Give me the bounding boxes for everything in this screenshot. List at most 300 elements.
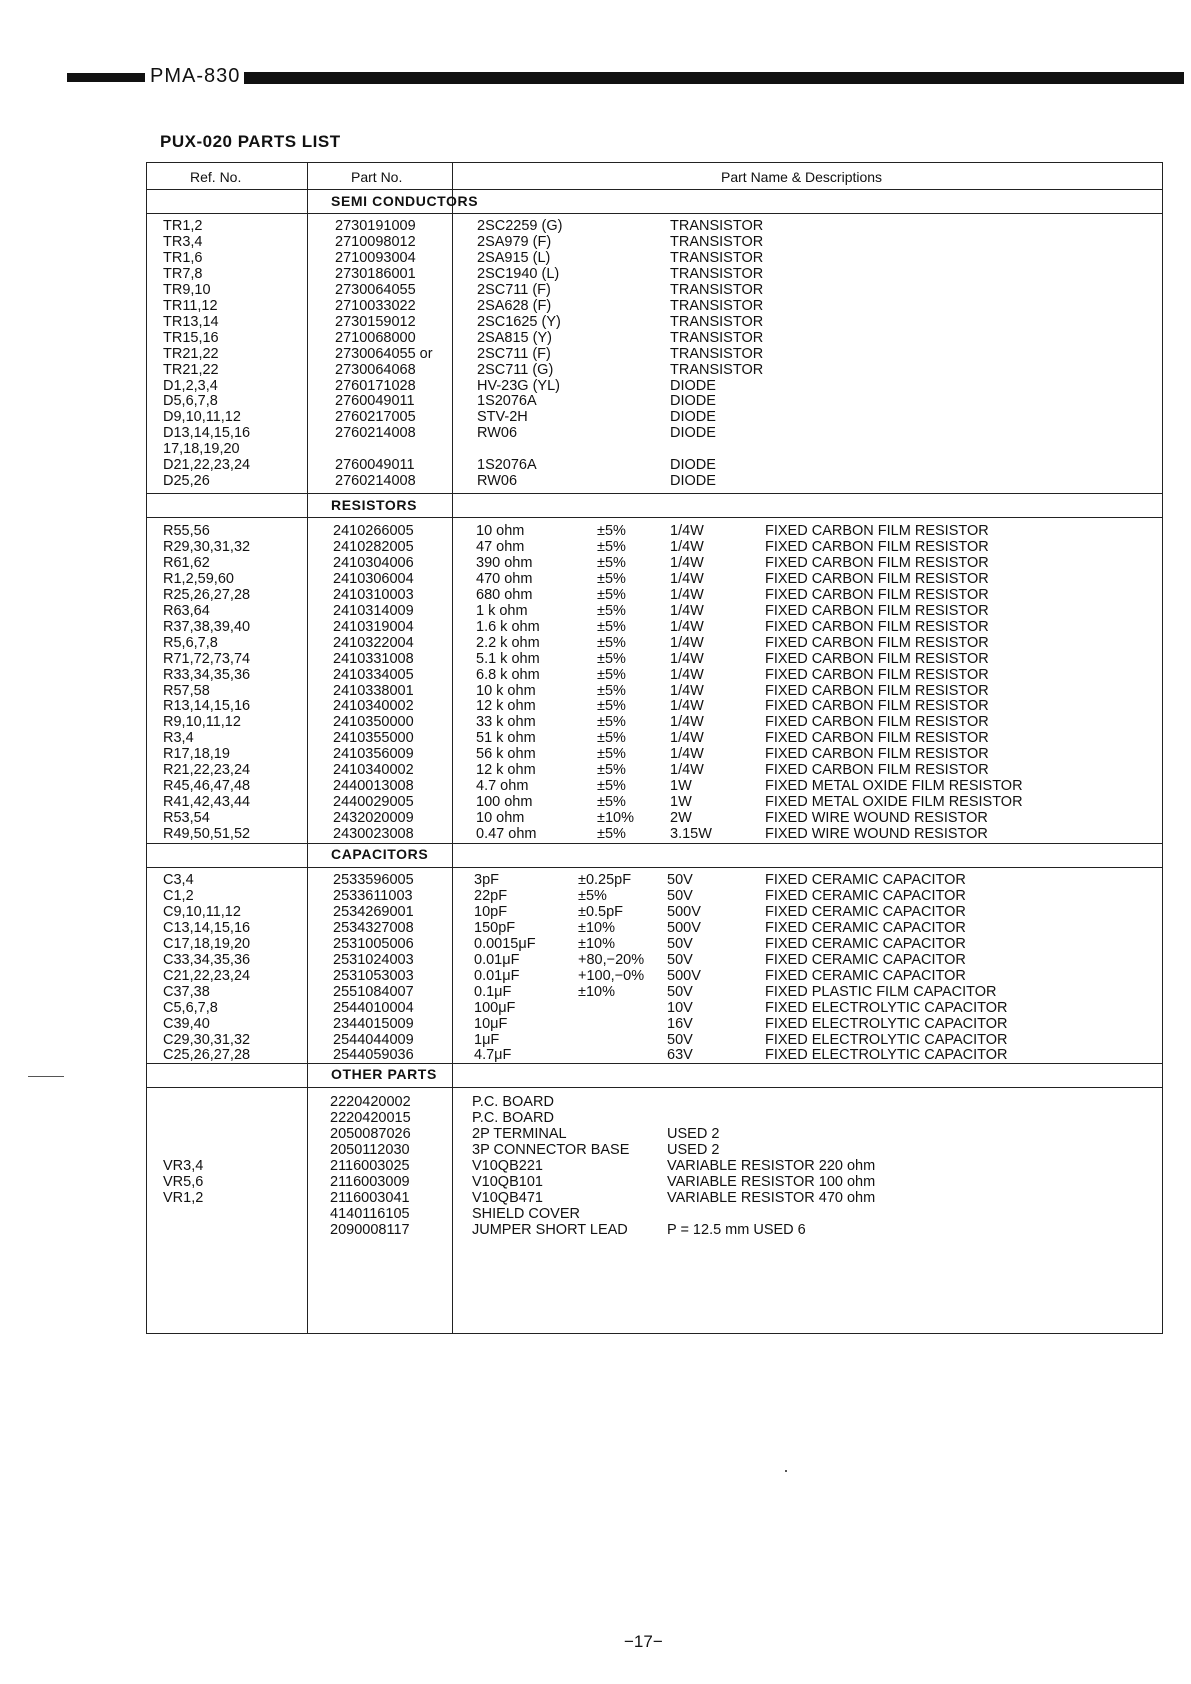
part-description: FIXED WIRE WOUND RESISTOR [765, 826, 988, 843]
part-no: 2760049011 [335, 457, 415, 474]
ref-no: C17,18,19,20 [163, 935, 251, 952]
ref-no: R53,54 [163, 810, 210, 827]
part-name: 2SC2259 (G) [477, 218, 563, 234]
part-name: RW06 [477, 425, 518, 442]
part-name: 2SA979 (F) [477, 233, 552, 250]
power-rating: 1/4W [670, 602, 704, 619]
power-rating: 3.15W [670, 826, 712, 843]
part-name: 2SC711 (F) [477, 345, 551, 362]
part-description: TRANSISTOR [670, 218, 764, 234]
ref-no: C33,34,35,36 [163, 951, 251, 968]
part-description: USED 2 [667, 1141, 720, 1158]
ref-no: D5,6,7,8 [163, 393, 218, 410]
power-rating: 2W [670, 810, 692, 827]
power-rating: 1/4W [670, 762, 704, 779]
part-no: 2116003025 [330, 1157, 410, 1174]
power-rating: 1/4W [670, 538, 704, 555]
part-name: V10QB101 [472, 1173, 543, 1190]
resistance-value: 1.6 k ohm [476, 618, 540, 635]
part-no: 2410314009 [333, 602, 414, 619]
part-description: FIXED CARBON FILM RESISTOR [765, 586, 989, 603]
part-description: DIODE [670, 409, 716, 426]
part-name: 3P CONNECTOR BASE [472, 1141, 630, 1158]
section-label-other-parts: OTHER PARTS [331, 1066, 437, 1082]
ref-no: TR21,22 [163, 361, 219, 378]
part-no: 2533611003 [333, 887, 413, 904]
part-description: FIXED CARBON FILM RESISTOR [765, 554, 989, 571]
voltage-rating: 16V [667, 1015, 693, 1032]
power-rating: 1/4W [670, 554, 704, 571]
tolerance: ±5% [597, 634, 626, 651]
ref-no: 17,18,19,20 [163, 441, 240, 458]
part-description: FIXED METAL OXIDE FILM RESISTOR [765, 794, 1023, 811]
part-description: TRANSISTOR [670, 297, 764, 314]
part-no: 2710033022 [335, 297, 416, 314]
part-no: 2440029005 [333, 794, 414, 811]
part-description: TRANSISTOR [670, 361, 764, 378]
part-no: 2410340002 [333, 762, 414, 779]
voltage-rating: 500V [667, 903, 701, 920]
part-description: FIXED CERAMIC CAPACITOR [765, 935, 966, 952]
part-description: DIODE [670, 425, 716, 442]
part-no: 2410282005 [333, 538, 414, 555]
ref-no: R57,58 [163, 682, 210, 699]
part-description: FIXED CARBON FILM RESISTOR [765, 634, 989, 651]
ref-no: R13,14,15,16 [163, 698, 251, 715]
section-divider [147, 843, 1162, 844]
part-name: 2SC711 (F) [477, 281, 551, 298]
part-description: FIXED CARBON FILM RESISTOR [765, 666, 989, 683]
resistance-value: 10 k ohm [476, 682, 536, 699]
tolerance: ±10% [597, 810, 634, 827]
ref-no: TR3,4 [163, 233, 203, 250]
part-description: FIXED CARBON FILM RESISTOR [765, 682, 989, 699]
section-divider [147, 517, 1162, 518]
section-divider [147, 1087, 1162, 1088]
part-name: RW06 [477, 473, 518, 490]
ref-no: C9,10,11,12 [163, 903, 241, 920]
part-no: 2533596005 [333, 872, 414, 888]
resistance-value: 470 ohm [476, 570, 533, 587]
capacitance-value: 150pF [474, 919, 516, 936]
voltage-rating: 500V [667, 967, 701, 984]
ref-no: R17,18,19 [163, 746, 230, 763]
part-no: 2534327008 [333, 919, 414, 936]
part-no: 2710068000 [335, 329, 416, 346]
part-description: VARIABLE RESISTOR 470 ohm [667, 1189, 876, 1206]
ref-no: TR11,12 [163, 297, 218, 314]
ref-no: D13,14,15,16 [163, 425, 251, 442]
part-name: P.C. BOARD [472, 1094, 554, 1110]
part-no: 2531024003 [333, 951, 414, 968]
tolerance: ±5% [597, 666, 626, 683]
ref-no: TR13,14 [163, 313, 219, 330]
part-description: FIXED CARBON FILM RESISTOR [765, 746, 989, 763]
ref-no: D1,2,3,4 [163, 377, 218, 394]
part-description: VARIABLE RESISTOR 220 ohm [667, 1157, 876, 1174]
part-name: 2SA628 (F) [477, 297, 552, 314]
capacitance-value: 1μF [474, 1031, 500, 1048]
part-description: TRANSISTOR [670, 265, 764, 282]
ref-no: D9,10,11,12 [163, 409, 241, 426]
part-no: 2730186001 [335, 265, 416, 282]
part-description: VARIABLE RESISTOR 100 ohm [667, 1173, 876, 1190]
part-no: 2440013008 [333, 778, 414, 795]
ref-no: D25,26 [163, 473, 210, 490]
tolerance: ±0.5pF [578, 903, 624, 920]
power-rating: 1W [670, 778, 692, 795]
resistance-value: 5.1 k ohm [476, 650, 540, 667]
part-no: 2730064068 [335, 361, 416, 378]
part-description: FIXED ELECTROLYTIC CAPACITOR [765, 1015, 1008, 1032]
power-rating: 1/4W [670, 586, 704, 603]
ref-no: VR1,2 [163, 1189, 204, 1206]
part-name: JUMPER SHORT LEAD [472, 1221, 628, 1238]
resistance-value: 10 ohm [476, 523, 525, 539]
part-no: 2050112030 [330, 1141, 410, 1158]
tolerance: ±5% [597, 586, 626, 603]
part-description: FIXED CARBON FILM RESISTOR [765, 698, 989, 715]
ref-no: C25,26,27,28 [163, 1047, 251, 1064]
power-rating: 1/4W [670, 682, 704, 699]
power-rating: 1/4W [670, 523, 704, 539]
column-header-ref: Ref. No. [190, 169, 242, 185]
part-description: TRANSISTOR [670, 329, 764, 346]
part-description: FIXED CERAMIC CAPACITOR [765, 919, 966, 936]
part-description: DIODE [670, 377, 716, 394]
part-no: 2430023008 [333, 826, 414, 843]
power-rating: 1/4W [670, 714, 704, 731]
capacitance-value: 10μF [474, 1015, 508, 1032]
tolerance: ±5% [597, 714, 626, 731]
part-no: 2410356009 [333, 746, 414, 763]
part-description: FIXED CARBON FILM RESISTOR [765, 762, 989, 779]
part-no: 2410304006 [333, 554, 414, 571]
part-no: 2760171028 [335, 377, 416, 394]
ref-no: VR3,4 [163, 1157, 204, 1174]
section-label-resistors: RESISTORS [331, 497, 418, 513]
part-description: FIXED CARBON FILM RESISTOR [765, 730, 989, 747]
part-no: 2220420002 [330, 1094, 411, 1110]
part-no: 2531005006 [333, 935, 414, 952]
capacitance-value: 0.1μF [474, 983, 512, 1000]
column-divider-1 [307, 163, 308, 1333]
part-name: 2SA815 (Y) [477, 329, 552, 346]
voltage-rating: 50V [667, 872, 693, 888]
part-no: 2050087026 [330, 1125, 411, 1142]
part-no: 2730191009 [335, 218, 416, 234]
part-no: 2410331008 [333, 650, 414, 667]
part-description: FIXED CARBON FILM RESISTOR [765, 714, 989, 731]
ref-no: R63,64 [163, 602, 210, 619]
tolerance: ±5% [597, 618, 626, 635]
part-no: 2544010004 [333, 999, 414, 1016]
tolerance: ±10% [578, 935, 615, 952]
model-name: PMA-830 [150, 65, 241, 87]
part-no: 2710093004 [335, 249, 416, 266]
part-no: 2410340002 [333, 698, 414, 715]
part-description: FIXED CERAMIC CAPACITOR [765, 872, 966, 888]
tolerance: ±10% [578, 983, 615, 1000]
tolerance: ±5% [597, 730, 626, 747]
resistance-value: 0.47 ohm [476, 826, 537, 843]
part-description: FIXED ELECTROLYTIC CAPACITOR [765, 999, 1008, 1016]
capacitance-value: 4.7μF [474, 1047, 512, 1064]
ref-no: R3,4 [163, 730, 194, 747]
tolerance: ±5% [597, 682, 626, 699]
voltage-rating: 500V [667, 919, 701, 936]
ref-no: R55,56 [163, 523, 210, 539]
part-no: 2760217005 [335, 409, 416, 426]
part-name: P.C. BOARD [472, 1109, 554, 1126]
capacitance-value: 100μF [474, 999, 516, 1016]
part-name: 1S2076A [477, 457, 537, 474]
part-no: 2410322004 [333, 634, 414, 651]
part-no: 2410338001 [333, 682, 414, 699]
part-description: DIODE [670, 457, 716, 474]
ref-no: C39,40 [163, 1015, 210, 1032]
part-name: V10QB471 [472, 1189, 543, 1206]
ref-no: C5,6,7,8 [163, 999, 218, 1016]
ref-no: R9,10,11,12 [163, 714, 241, 731]
part-name: 1S2076A [477, 393, 537, 410]
power-rating: 1/4W [670, 618, 704, 635]
part-description: P = 12.5 mm USED 6 [667, 1221, 806, 1238]
resistance-value: 390 ohm [476, 554, 533, 571]
tolerance: +100,−0% [578, 967, 645, 984]
part-name: 2SC1625 (Y) [477, 313, 561, 330]
part-description: DIODE [670, 393, 716, 410]
tolerance: ±5% [597, 602, 626, 619]
part-no: 2220420015 [330, 1109, 411, 1126]
resistance-value: 12 k ohm [476, 762, 536, 779]
part-no: 2410350000 [333, 714, 414, 731]
part-no: 2410334005 [333, 666, 414, 683]
part-description: FIXED CARBON FILM RESISTOR [765, 618, 989, 635]
voltage-rating: 10V [667, 999, 693, 1016]
part-description: FIXED CARBON FILM RESISTOR [765, 602, 989, 619]
tolerance: ±5% [597, 650, 626, 667]
part-no: 2730064055 or [335, 345, 433, 362]
part-no: 2116003009 [330, 1173, 410, 1190]
part-name: 2SA915 (L) [477, 249, 551, 266]
ref-no: R29,30,31,32 [163, 538, 251, 555]
power-rating: 1/4W [670, 730, 704, 747]
tolerance: ±5% [597, 698, 626, 715]
ref-no: R25,26,27,28 [163, 586, 251, 603]
ref-no: TR9,10 [163, 281, 211, 298]
tolerance: ±5% [597, 746, 626, 763]
part-description: TRANSISTOR [670, 345, 764, 362]
section-label-semiconductors: SEMI CONDUCTORS [331, 193, 479, 209]
part-no: 2410310003 [333, 586, 414, 603]
resistance-value: 10 ohm [476, 810, 525, 827]
part-no: 2730064055 [335, 281, 416, 298]
part-name: SHIELD COVER [472, 1205, 580, 1222]
capacitance-value: 22pF [474, 887, 508, 904]
part-description: FIXED PLASTIC FILM CAPACITOR [765, 983, 997, 1000]
part-no: 2760214008 [335, 473, 416, 490]
capacitance-value: 10pF [474, 903, 508, 920]
header-bar-right [244, 72, 1184, 84]
resistance-value: 33 k ohm [476, 714, 536, 731]
ref-no: TR15,16 [163, 329, 219, 346]
tolerance: +80,−20% [578, 951, 645, 968]
tolerance: ±10% [578, 919, 615, 936]
power-rating: 1/4W [670, 634, 704, 651]
part-no: 2090008117 [330, 1221, 410, 1238]
part-no: 2760214008 [335, 425, 416, 442]
page-number: −17− [624, 1632, 663, 1651]
ref-no: C13,14,15,16 [163, 919, 251, 936]
voltage-rating: 50V [667, 887, 693, 904]
parts-table [146, 162, 1163, 1334]
ref-no: C21,22,23,24 [163, 967, 251, 984]
part-name: STV-2H [477, 409, 528, 426]
part-no: 2760049011 [335, 393, 415, 410]
part-no: 2344015009 [333, 1015, 414, 1032]
part-no: 2410306004 [333, 570, 414, 587]
voltage-rating: 63V [667, 1047, 693, 1064]
resistance-value: 4.7 ohm [476, 778, 529, 795]
voltage-rating: 50V [667, 983, 693, 1000]
tolerance: ±5% [597, 762, 626, 779]
ref-no: C1,2 [163, 887, 194, 904]
tolerance: ±5% [597, 538, 626, 555]
part-description: FIXED METAL OXIDE FILM RESISTOR [765, 778, 1023, 795]
ref-no: R21,22,23,24 [163, 762, 251, 779]
part-description: USED 2 [667, 1125, 720, 1142]
tolerance: ±5% [597, 570, 626, 587]
part-description: TRANSISTOR [670, 281, 764, 298]
ref-no: R61,62 [163, 554, 210, 571]
scan-mark [28, 1076, 64, 1077]
voltage-rating: 50V [667, 935, 693, 952]
part-name: V10QB221 [472, 1157, 543, 1174]
part-name: 2P TERMINAL [472, 1125, 567, 1142]
part-description: FIXED CERAMIC CAPACITOR [765, 967, 966, 984]
ref-no: R33,34,35,36 [163, 666, 251, 683]
power-rating: 1/4W [670, 698, 704, 715]
part-description: FIXED WIRE WOUND RESISTOR [765, 810, 988, 827]
resistance-value: 51 k ohm [476, 730, 536, 747]
tolerance: ±5% [597, 523, 626, 539]
page-title: PUX-020 PARTS LIST [160, 132, 341, 151]
column-header-desc: Part Name & Descriptions [721, 169, 883, 185]
part-description: FIXED ELECTROLYTIC CAPACITOR [765, 1031, 1008, 1048]
part-description: TRANSISTOR [670, 233, 764, 250]
voltage-rating: 50V [667, 1031, 693, 1048]
part-no: 2551084007 [333, 983, 414, 1000]
part-no: 2410355000 [333, 730, 414, 747]
ref-no: TR21,22 [163, 345, 219, 362]
section-divider [147, 213, 1162, 214]
part-no: 2432020009 [333, 810, 414, 827]
ref-no: R49,50,51,52 [163, 826, 251, 843]
header-divider [147, 189, 1162, 190]
scan-mark [785, 1470, 787, 1472]
resistance-value: 100 ohm [476, 794, 533, 811]
ref-no: VR5,6 [163, 1173, 204, 1190]
resistance-value: 12 k ohm [476, 698, 536, 715]
part-no: 4140116105 [330, 1205, 410, 1222]
power-rating: 1/4W [670, 666, 704, 683]
resistance-value: 1 k ohm [476, 602, 528, 619]
ref-no: R37,38,39,40 [163, 618, 251, 635]
part-no: 2531053003 [333, 967, 414, 984]
capacitance-value: 0.01μF [474, 967, 520, 984]
ref-no: R71,72,73,74 [163, 650, 251, 667]
resistance-value: 2.2 k ohm [476, 634, 540, 651]
resistance-value: 56 k ohm [476, 746, 536, 763]
power-rating: 1/4W [670, 746, 704, 763]
resistance-value: 47 ohm [476, 538, 525, 555]
ref-no: C37,38 [163, 983, 210, 1000]
ref-no: C3,4 [163, 872, 194, 888]
part-no: 2544044009 [333, 1031, 414, 1048]
ref-no: R5,6,7,8 [163, 634, 218, 651]
tolerance: ±5% [597, 794, 626, 811]
ref-no: C29,30,31,32 [163, 1031, 251, 1048]
part-description: DIODE [670, 473, 716, 490]
section-divider [147, 493, 1162, 494]
column-header-part: Part No. [351, 169, 403, 185]
voltage-rating: 50V [667, 951, 693, 968]
resistance-value: 6.8 k ohm [476, 666, 540, 683]
part-no: 2710098012 [335, 233, 416, 250]
part-name: HV-23G (YL) [477, 377, 560, 394]
ref-no: TR1,2 [163, 218, 203, 234]
part-description: FIXED CARBON FILM RESISTOR [765, 570, 989, 587]
power-rating: 1/4W [670, 570, 704, 587]
capacitance-value: 0.01μF [474, 951, 520, 968]
section-label-capacitors: CAPACITORS [331, 846, 429, 862]
part-name: 2SC711 (G) [477, 361, 554, 378]
part-no: 2534269001 [333, 903, 414, 920]
capacitance-value: 0.0015μF [474, 935, 536, 952]
part-description: FIXED CERAMIC CAPACITOR [765, 951, 966, 968]
part-no: 2730159012 [335, 313, 416, 330]
ref-no: D21,22,23,24 [163, 457, 251, 474]
tolerance: ±5% [597, 826, 626, 843]
tolerance: ±0.25pF [578, 872, 632, 888]
part-description: FIXED CERAMIC CAPACITOR [765, 903, 966, 920]
resistance-value: 680 ohm [476, 586, 533, 603]
part-description: FIXED CARBON FILM RESISTOR [765, 538, 989, 555]
tolerance: ±5% [597, 554, 626, 571]
part-description: TRANSISTOR [670, 249, 764, 266]
power-rating: 1/4W [670, 650, 704, 667]
part-description: FIXED ELECTROLYTIC CAPACITOR [765, 1047, 1008, 1064]
tolerance: ±5% [597, 778, 626, 795]
ref-no: R1,2,59,60 [163, 570, 234, 587]
part-no: 2116003041 [330, 1189, 410, 1206]
part-name: 2SC1940 (L) [477, 265, 560, 282]
part-no: 2410266005 [333, 523, 414, 539]
power-rating: 1W [670, 794, 692, 811]
part-no: 2410319004 [333, 618, 414, 635]
capacitance-value: 3pF [474, 872, 499, 888]
section-divider [147, 1063, 1162, 1064]
ref-no: R45,46,47,48 [163, 778, 251, 795]
part-description: FIXED CERAMIC CAPACITOR [765, 887, 966, 904]
ref-no: R41,42,43,44 [163, 794, 251, 811]
section-divider [147, 867, 1162, 868]
tolerance: ±5% [578, 887, 607, 904]
part-no: 2544059036 [333, 1047, 414, 1064]
ref-no: TR7,8 [163, 265, 203, 282]
column-divider-2 [452, 163, 453, 1333]
